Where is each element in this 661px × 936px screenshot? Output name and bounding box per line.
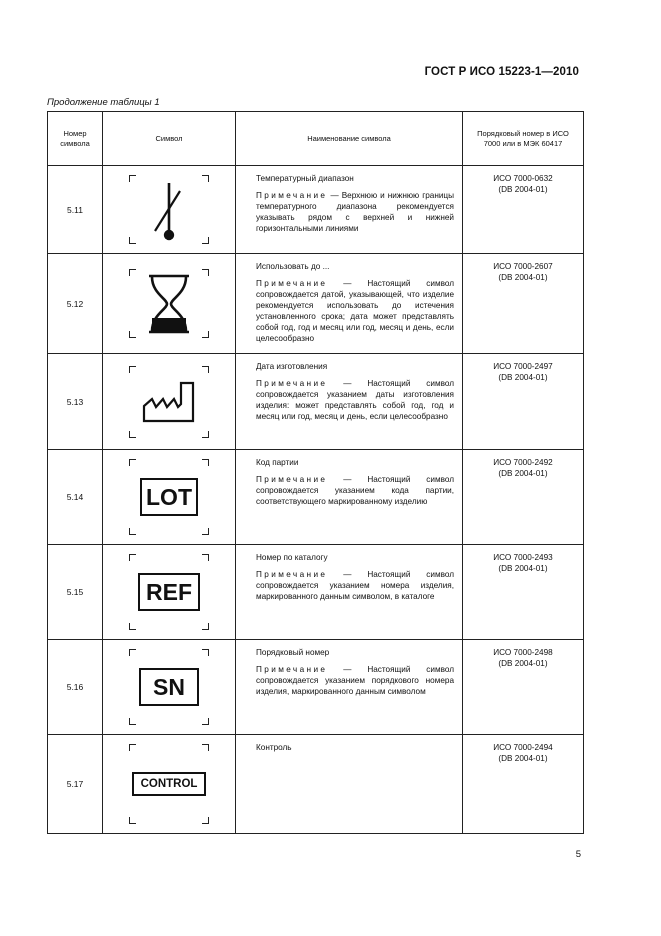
symbol-cell: [103, 354, 236, 450]
symbol-title: Код партии: [256, 458, 299, 467]
table-row: [48, 354, 584, 450]
reference-number: ИСО 7000-0632: [493, 174, 553, 183]
reference-cell: [463, 450, 584, 545]
note-label: Примечание: [256, 191, 328, 200]
table-row: [48, 254, 584, 354]
symbol-cell: [103, 545, 236, 640]
symbol-cell: [103, 640, 236, 735]
header-number: Номер символа: [48, 112, 103, 166]
reference-database: (DB 2004-01): [498, 469, 548, 478]
reference-database: (DB 2004-01): [498, 659, 548, 668]
symbol-name-cell: [236, 254, 463, 354]
symbol-note: [256, 569, 454, 602]
symbol-name-cell: [236, 166, 463, 254]
header-reference: Порядковый номер в ИСО 7000 или в МЭК 60417: [463, 112, 584, 166]
reference-number: ИСО 7000-2607: [493, 262, 553, 271]
symbol-title: Порядковый номер: [256, 648, 330, 657]
symbol-frame: [129, 269, 209, 338]
reference-database: (DB 2004-01): [498, 373, 548, 382]
reference-number: ИСО 7000-2493: [493, 553, 553, 562]
table-row: [48, 450, 584, 545]
symbol-frame: [129, 744, 209, 824]
symbol-note: [256, 190, 454, 234]
reference-cell: [463, 545, 584, 640]
lot-symbol: LOT: [140, 478, 198, 516]
symbol-note: [256, 474, 454, 507]
sn-symbol: SN: [139, 668, 199, 706]
reference-database: (DB 2004-01): [498, 754, 548, 763]
symbol-note: [256, 664, 454, 697]
note-label: Примечание: [256, 665, 328, 674]
symbol-cell: [103, 166, 236, 254]
symbol-number: 5.11: [48, 166, 103, 254]
symbol-title: Температурный диапазон: [256, 174, 354, 183]
reference-number: ИСО 7000-2498: [493, 648, 553, 657]
note-text: — Верхнюю и нижнюю границы температурного диапазона рекомендуется указывать рядом с верхней и нижней горизонтальными линиями: [256, 191, 454, 233]
reference-cell: [463, 735, 584, 834]
symbol-name-cell: [236, 450, 463, 545]
ref-symbol: REF: [138, 573, 200, 611]
symbol-note: [256, 278, 454, 344]
note-label: Примечание: [256, 379, 328, 388]
symbol-title: Контроль: [256, 743, 292, 752]
reference-number: ИСО 7000-2492: [493, 458, 553, 467]
symbol-frame: [129, 554, 209, 630]
reference-database: (DB 2004-01): [498, 564, 548, 573]
control-symbol: CONTROL: [132, 772, 206, 796]
symbol-cell: [103, 450, 236, 545]
symbol-title: Дата изготовления: [256, 362, 328, 371]
symbol-name-cell: [236, 354, 463, 450]
reference-cell: [463, 640, 584, 735]
symbol-number: 5.13: [48, 354, 103, 450]
symbol-number: 5.17: [48, 735, 103, 834]
note-text: — Настоящий символ сопровождается указанием даты изготовления изделия: может представлять собой год, год и месяц или год, месяц и день, если целесообразно: [256, 379, 454, 421]
symbol-number: 5.16: [48, 640, 103, 735]
reference-cell: [463, 254, 584, 354]
reference-number: ИСО 7000-2494: [493, 743, 553, 752]
symbol-frame: [129, 366, 209, 438]
symbol-title: Использовать до ...: [256, 262, 330, 271]
table-row: [48, 545, 584, 640]
table-row: [48, 735, 584, 834]
symbol-number: 5.15: [48, 545, 103, 640]
table-row: [48, 640, 584, 735]
header-symbol: Символ: [103, 112, 236, 166]
note-label: Примечание: [256, 279, 328, 288]
symbol-number: 5.14: [48, 450, 103, 545]
symbol-frame: [129, 649, 209, 725]
reference-database: (DB 2004-01): [498, 273, 548, 282]
symbol-cell: [103, 735, 236, 834]
symbol-title: Номер по каталогу: [256, 553, 328, 562]
note-text: — Настоящий символ сопровождается датой, указывающей, что изделие рекомендуется использовать до истечения установленного срока; дата может представлять собой год, год и месяц или год, месяц и день, если целесообразно: [256, 279, 454, 343]
reference-cell: [463, 166, 584, 254]
document-header: ГОСТ Р ИСО 15223-1—2010: [424, 66, 579, 78]
symbol-cell: [103, 254, 236, 354]
factory-icon: [141, 380, 197, 424]
symbol-name-cell: [236, 640, 463, 735]
reference-database: (DB 2004-01): [498, 185, 548, 194]
hourglass-icon: [145, 273, 193, 335]
symbol-name-cell: [236, 735, 463, 834]
symbols-table: [47, 111, 584, 834]
symbol-frame: [129, 175, 209, 244]
note-text: — Настоящий символ сопровождается указанием номера изделия, маркированного данным символом, в каталоге: [256, 570, 454, 601]
table-continuation-label: Продолжение таблицы 1: [47, 97, 160, 108]
symbol-number: 5.12: [48, 254, 103, 354]
temperature-limit-icon: [145, 177, 193, 243]
header-name: Наименование символа: [236, 112, 463, 166]
symbol-frame: [129, 459, 209, 535]
symbol-note: [256, 378, 454, 422]
note-label: Примечание: [256, 570, 328, 579]
reference-cell: [463, 354, 584, 450]
note-label: Примечание: [256, 475, 328, 484]
page-number: 5: [575, 849, 581, 860]
note-text: — Настоящий символ сопровождается указанием кода партии, соответствующего маркированному изделию: [256, 475, 454, 506]
table-header-row: [48, 112, 584, 166]
symbol-name-cell: [236, 545, 463, 640]
note-text: — Настоящий символ сопровождается указанием порядкового номера изделия, маркированного данным символом: [256, 665, 454, 696]
reference-number: ИСО 7000-2497: [493, 362, 553, 371]
table-row: [48, 166, 584, 254]
